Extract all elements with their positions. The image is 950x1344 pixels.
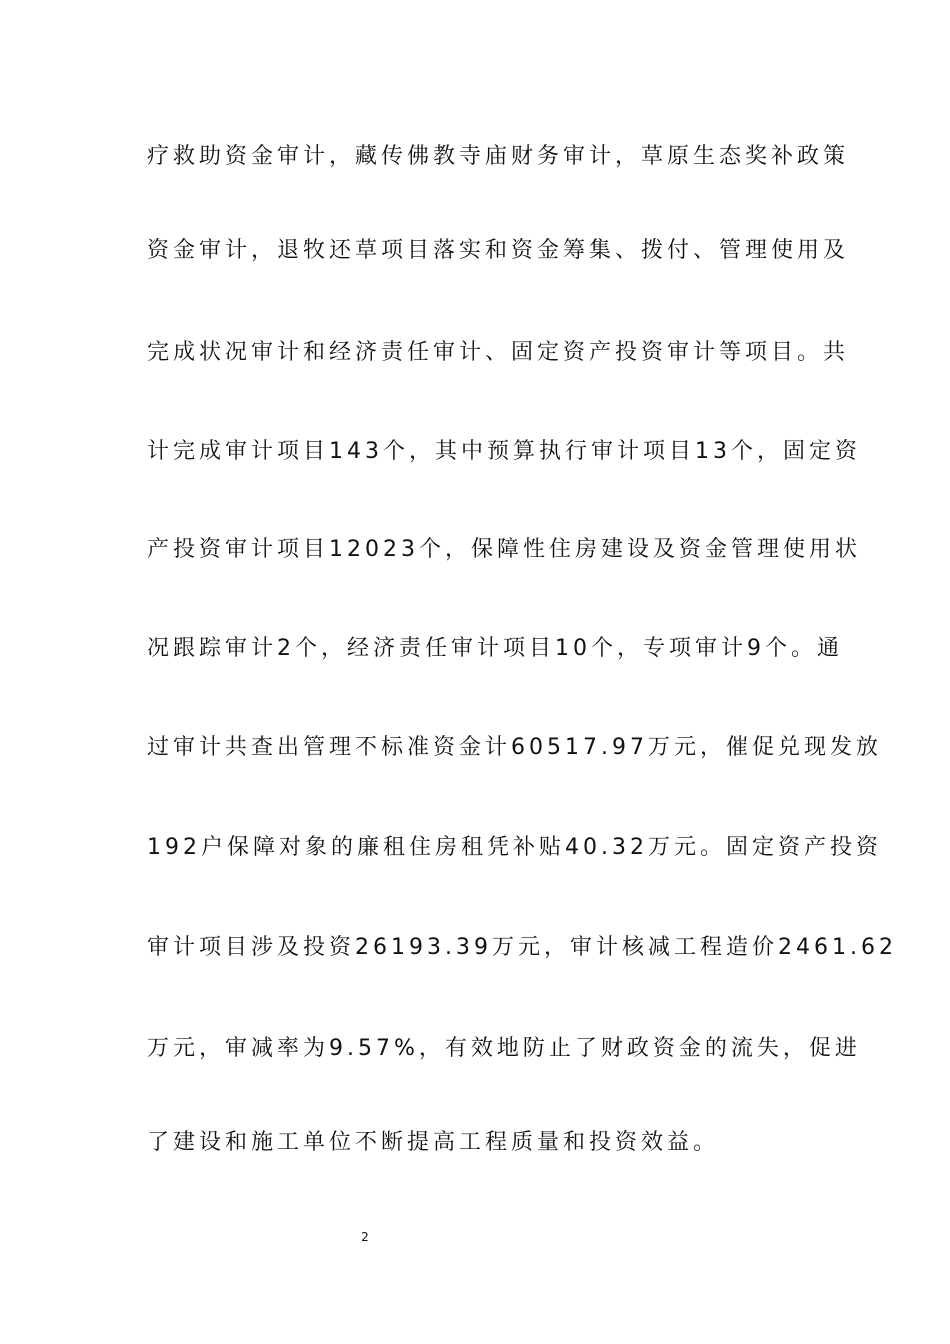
text-line-2: 资金审计，退牧还草项目落实和资金筹集、拨付、管理使用及 xyxy=(147,238,850,263)
text-line-3: 完成状况审计和经济责任审计、固定资产投资审计等项目。共 xyxy=(147,340,850,365)
text-line-6: 况跟踪审计2个，经济责任审计项目10个，专项审计9个。通 xyxy=(147,636,843,661)
text-line-5: 产投资审计项目12023个，保障性住房建设及资金管理使用状 xyxy=(147,537,861,562)
text-line-7: 过审计共查出管理不标准资金计60517.97万元，催促兑现发放 xyxy=(147,735,882,760)
text-line-10: 万元，审减率为9.57%，有效地防止了财政资金的流失，促进 xyxy=(147,1036,861,1061)
text-line-11: 了建设和施工单位不断提高工程质量和投资效益。 xyxy=(147,1130,720,1155)
text-line-8: 192户保障对象的廉租住房租凭补贴40.32万元。固定资产投资 xyxy=(147,835,882,860)
text-line-1: 疗救助资金审计，藏传佛教寺庙财务审计，草原生态奖补政策 xyxy=(147,144,850,169)
text-line-4: 计完成审计项目143个，其中预算执行审计项目13个，固定资 xyxy=(147,439,861,464)
page-number: 2 xyxy=(361,1230,369,1244)
text-line-9: 审计项目涉及投资26193.39万元，审计核减工程造价2461.62 xyxy=(147,935,897,960)
